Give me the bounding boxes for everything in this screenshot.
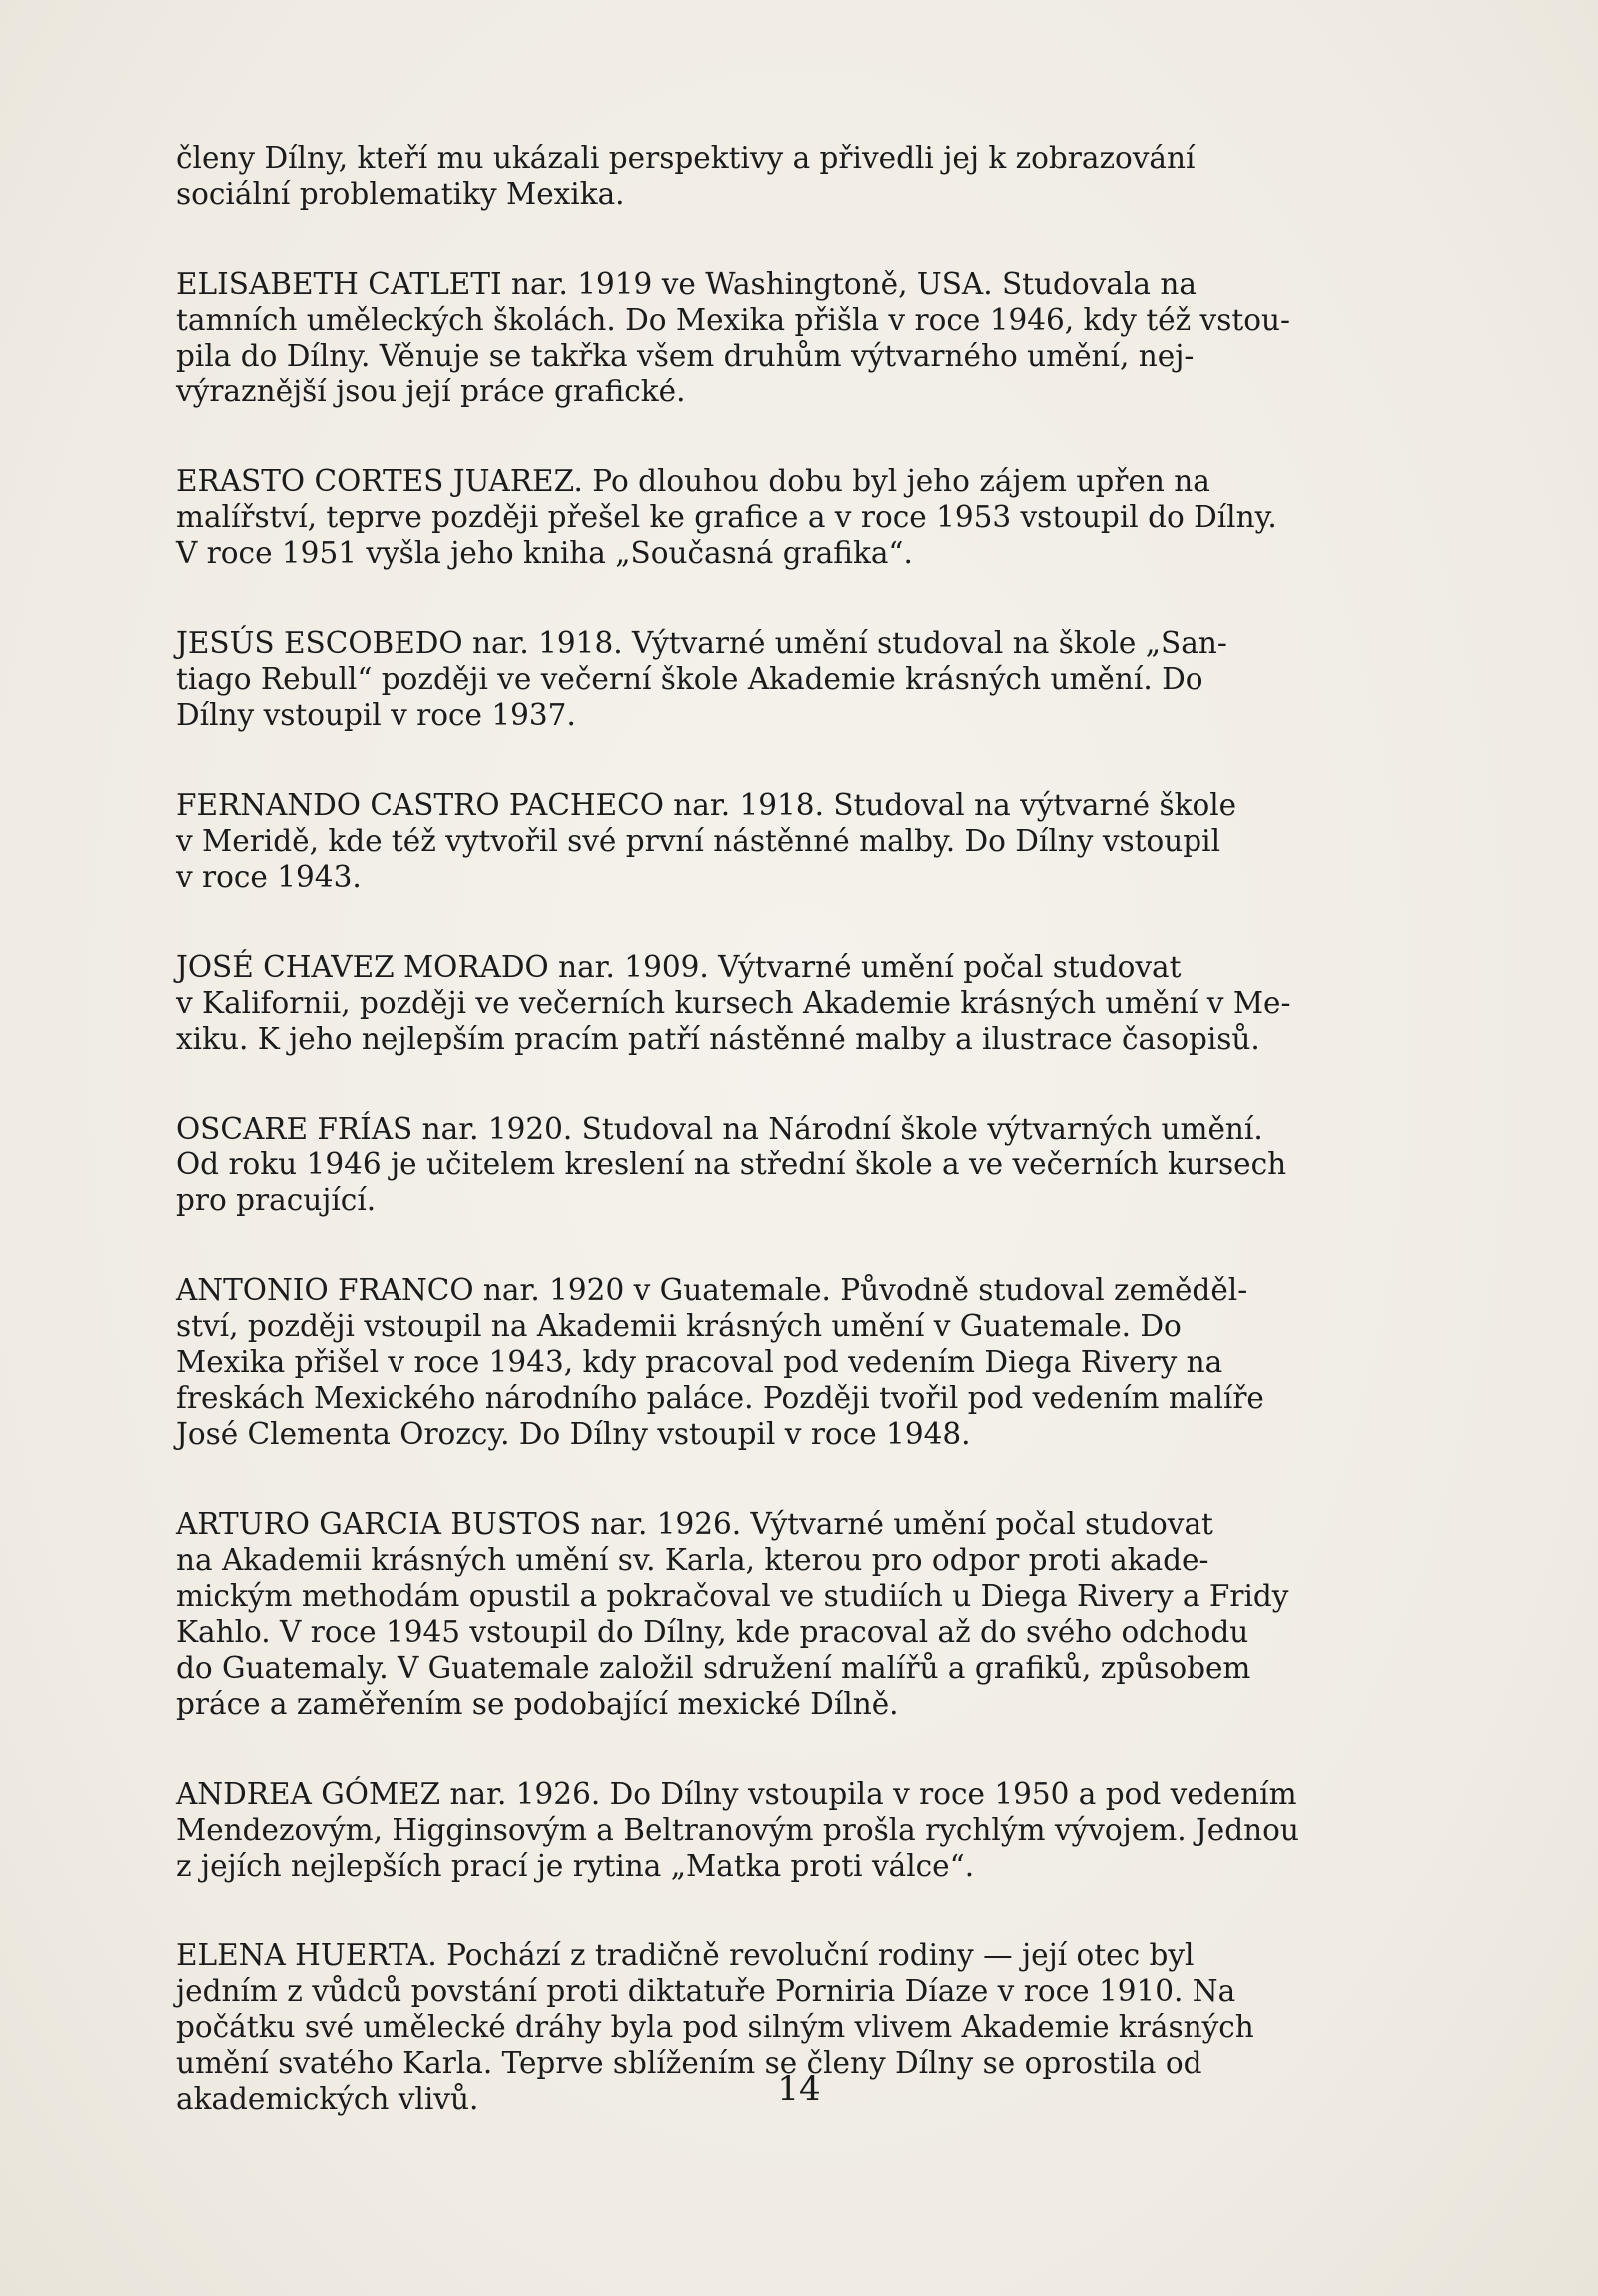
paragraph-castro-pacheco: FERNANDO CASTRO PACHECO nar. 1918. Studoval na výtvarné škole v Meridě, kde též vytvořil své první nástěnné malby. Do Dílny vstoupil v roce 1943. bbox=[176, 788, 1237, 894]
page-number: 14 bbox=[777, 2069, 821, 2109]
paragraph-escobedo: JESÚS ESCOBEDO nar. 1918. Výtvarné umění studoval na škole „San- tiago Rebull“ později ve večerní škole Akademie krásných umění. Do Dílny vstoupil v roce 1937. bbox=[176, 626, 1227, 732]
paragraph-garcia-bustos: ARTURO GARCIA BUSTOS nar. 1926. Výtvarné umění počal studovat na Akademii krásných umění sv. Karla, kterou pro odpor proti akade- mickým methodám opustil a pokračoval ve studiích u Diega Rivery a Fridy Kahlo. V roce 1945 vstoupil do Dílny, kde pracoval až do svého odchodu do Guatemaly. V Guatemale založil sdružení malířů a grafiků, způsobem práce a zaměřením se podobající mexické Dílně. bbox=[176, 1507, 1289, 1721]
paragraph-huerta: ELENA HUERTA. Pochází z tradičně revoluční rodiny — její otec byl jedním z vůdců povstání proti diktatuře Porniria Díaze v roce 1910. Na počátku své umělecké dráhy byla pod silným vlivem Akademie krásných umění svatého Karla. Teprve sblížením se členy Dílny se oprostila od akademických vlivů. bbox=[176, 1938, 1254, 2116]
paragraph-catleti: ELISABETH CATLETI nar. 1919 ve Washingtoně, USA. Studovala na tamních uměleckých školách. Do Mexika přišla v roce 1946, kdy též vstou- pila do Dílny. Věnuje se takřka všem druhům výtvarného umění, nej- výraznější jsou její práce grafické. bbox=[176, 267, 1290, 408]
paragraph-franco: ANTONIO FRANCO nar. 1920 v Guatemale. Původně studoval zeměděl- ství, později vstoupil na Akademii krásných umění v Guatemale. Do Mexika přišel v roce 1943, kdy pracoval pod vedením Diega Rivery na freskách Mexického národního paláce. Později tvořil pod vedením malíře José Clementa Orozcy. Do Dílny vstoupil v roce 1948. bbox=[176, 1273, 1264, 1451]
paragraph-chavez-morado: JOSÉ CHAVEZ MORADO nar. 1909. Výtvarné umění počal studovat v Kalifornii, později ve večerních kursech Akademie krásných umění v Me- xiku. K jeho nejlepším pracím patří nástěnné malby a ilustrace časopisů. bbox=[176, 950, 1291, 1056]
paragraph-cortes-juarez: ERASTO CORTES JUAREZ. Po dlouhou dobu byl jeho zájem upřen na malířství, teprve později přešel ke grafice a v roce 1953 vstoupil do Dílny. V roce 1951 vyšla jeho kniha „Současná grafika“. bbox=[176, 464, 1277, 570]
paragraph-frias: OSCARE FRÍAS nar. 1920. Studoval na Národní škole výtvarných umění. Od roku 1946 je učitelem kreslení na střední škole a ve večerních kursech pro pracující. bbox=[176, 1112, 1287, 1217]
body-text bbox=[176, 140, 1474, 2171]
paragraph-continuation: členy Dílny, kteří mu ukázali perspektivy a přivedli jej k zobrazování sociální problematiky Mexika. bbox=[176, 141, 1196, 211]
paragraph-gomez: ANDREA GÓMEZ nar. 1926. Do Dílny vstoupila v roce 1950 a pod vedením Mendezovým, Higginsovým a Beltranovým prošla rychlým vývojem. Jednou z jejích nejlepších prací je rytina „Matka proti válce“. bbox=[176, 1777, 1299, 1883]
